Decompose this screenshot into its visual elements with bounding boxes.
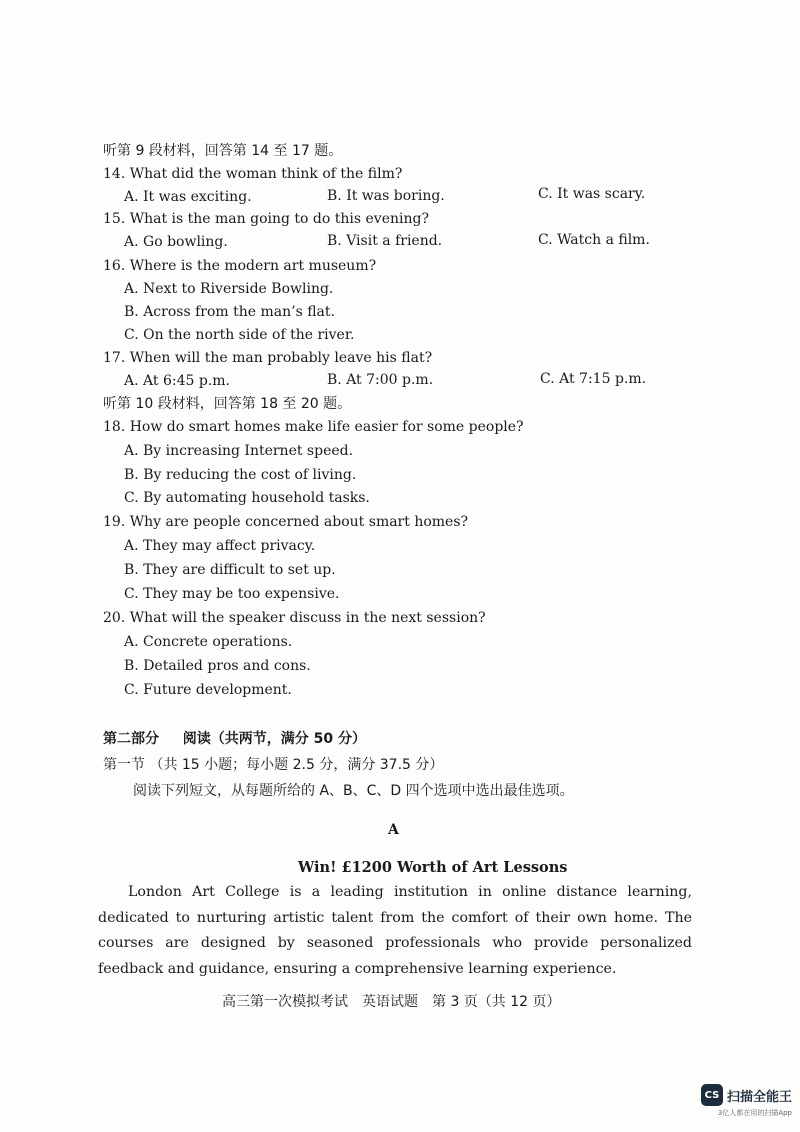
q14-option-b: B. It was boring. (327, 188, 445, 204)
q20-option-c: C. Future development. (124, 682, 292, 698)
q15-option-b: B. Visit a friend. (327, 233, 443, 249)
section-10-heading: 听第 10 段材料，回答第 18 至 20 题。 (103, 396, 352, 412)
q15-option-c: C. Watch a film. (538, 232, 650, 248)
q17-option-c: C. At 7:15 p.m. (540, 371, 647, 387)
watermark-name: 扫描全能王 (726, 1089, 792, 1105)
q16-option-c: C. On the north side of the river. (124, 327, 355, 343)
q14-option-a: A. It was exciting. (124, 189, 252, 205)
question-15: 15. What is the man going to do this evening? (103, 211, 429, 227)
section-1-heading: 第一节 （共 15 小题；每小题 2.5 分，满分 37.5 分） (103, 757, 444, 773)
watermark-tagline: 3亿人都在用的扫描App (717, 1109, 792, 1117)
passage-body: London Art College is a leading institution in online distance learning, dedicated to nurturing artistic talent from the comfort of their own home. The courses are designed by seasoned professionals who provide personalized feedback and guidance, ensuring a comprehensive learning experience. (98, 884, 692, 977)
part-2-heading (103, 730, 366, 748)
part-2-title: 第二部分 (103, 731, 159, 747)
question-18: 18. How do smart homes make life easier for some people? (103, 419, 524, 435)
q18-option-c: C. By automating household tasks. (124, 490, 370, 506)
passage-letter: A (388, 822, 399, 838)
q20-option-b: B. Detailed pros and cons. (124, 658, 311, 674)
passage-title: Win! £1200 Worth of Art Lessons (298, 859, 568, 876)
q16-option-a: A. Next to Riverside Bowling. (124, 281, 334, 297)
q19-option-c: C. They may be too expensive. (124, 586, 340, 602)
page-footer: 高三第一次模拟考试 英语试题 第 3 页（共 12 页） (222, 994, 561, 1010)
q14-option-c: C. It was scary. (538, 186, 646, 202)
q15-option-a: A. Go bowling. (124, 234, 228, 250)
q19-option-b: B. They are difficult to set up. (124, 562, 336, 578)
question-19: 19. Why are people concerned about smart homes? (103, 514, 469, 530)
q18-option-b: B. By reducing the cost of living. (124, 467, 357, 483)
question-16: 16. Where is the modern art museum? (103, 258, 377, 274)
scanner-watermark (701, 1084, 792, 1118)
q20-option-a: A. Concrete operations. (124, 634, 293, 650)
question-20: 20. What will the speaker discuss in the next session? (103, 610, 486, 626)
question-17: 17. When will the man probably leave his flat? (103, 350, 433, 366)
q17-option-a: A. At 6:45 p.m. (124, 373, 230, 389)
camscanner-logo: CS (701, 1084, 723, 1106)
reading-instruction: 阅读下列短文，从每题所给的 A、B、C、D 四个选项中选出最佳选项。 (133, 783, 574, 799)
part-2-name: 阅读（共两节，满分 50 分） (182, 731, 366, 747)
q19-option-a: A. They may affect privacy. (124, 538, 316, 554)
q16-option-b: B. Across from the man’s flat. (124, 304, 335, 320)
q17-option-b: B. At 7:00 p.m. (327, 372, 434, 388)
q18-option-a: A. By increasing Internet speed. (124, 443, 354, 459)
section-9-heading: 听第 9 段材料，回答第 14 至 17 题。 (103, 143, 343, 159)
question-14: 14. What did the woman think of the film? (103, 166, 403, 182)
